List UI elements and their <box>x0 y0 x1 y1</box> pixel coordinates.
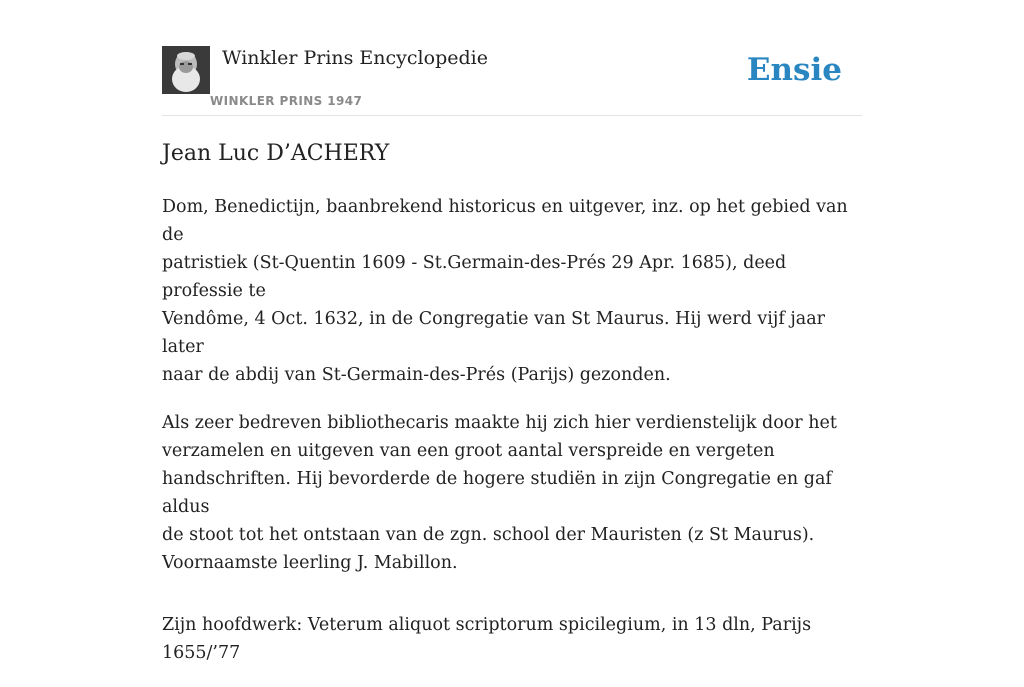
site-header <box>162 46 862 116</box>
bearded-man-portrait-icon <box>162 46 210 94</box>
article-content <box>162 138 862 687</box>
article-paragraph-1: Dom, Benedictijn, baanbrekend historicus en uitgever, inz. op het gebied van de patristiek (St-Quentin 1609 - St.Germain-des-Prés 29 Apr. 1685), deed professie te Vendôme, 4 Oct. 1632, in de Congregatie van St Maurus. Hij werd vijf jaar later naar de abdij van St-Germain-des-Prés (Parijs) gezonden. <box>162 197 848 385</box>
ensie-logo-link[interactable]: Ensie <box>746 52 842 88</box>
author-avatar-icon[interactable] <box>162 46 210 94</box>
article-paragraph-2: Als zeer bedreven bibliothecaris maakte hij zich hier verdienstelijk door het verzamelen en uitgeven van een groot aantal verspreide en vergeten handschriften. Hij bevorderde de hogere studiën in zijn Congregatie en gaf aldus de stoot tot het ontstaan van de zgn. school der Mauristen (z St Maurus). Voornaamste leerling J. Mabillon. <box>162 413 837 573</box>
edition-label: WINKLER PRINS 1947 <box>210 94 363 108</box>
article-title: Jean Luc D’ACHERY <box>162 141 390 166</box>
article-paragraph-3: Zijn hoofdwerk: Veterum aliquot scriptorum spicilegium, in 13 dln, Parijs 1655/’77 <box>162 615 812 663</box>
site-title-link[interactable]: Winkler Prins Encyclopedie <box>222 47 488 69</box>
